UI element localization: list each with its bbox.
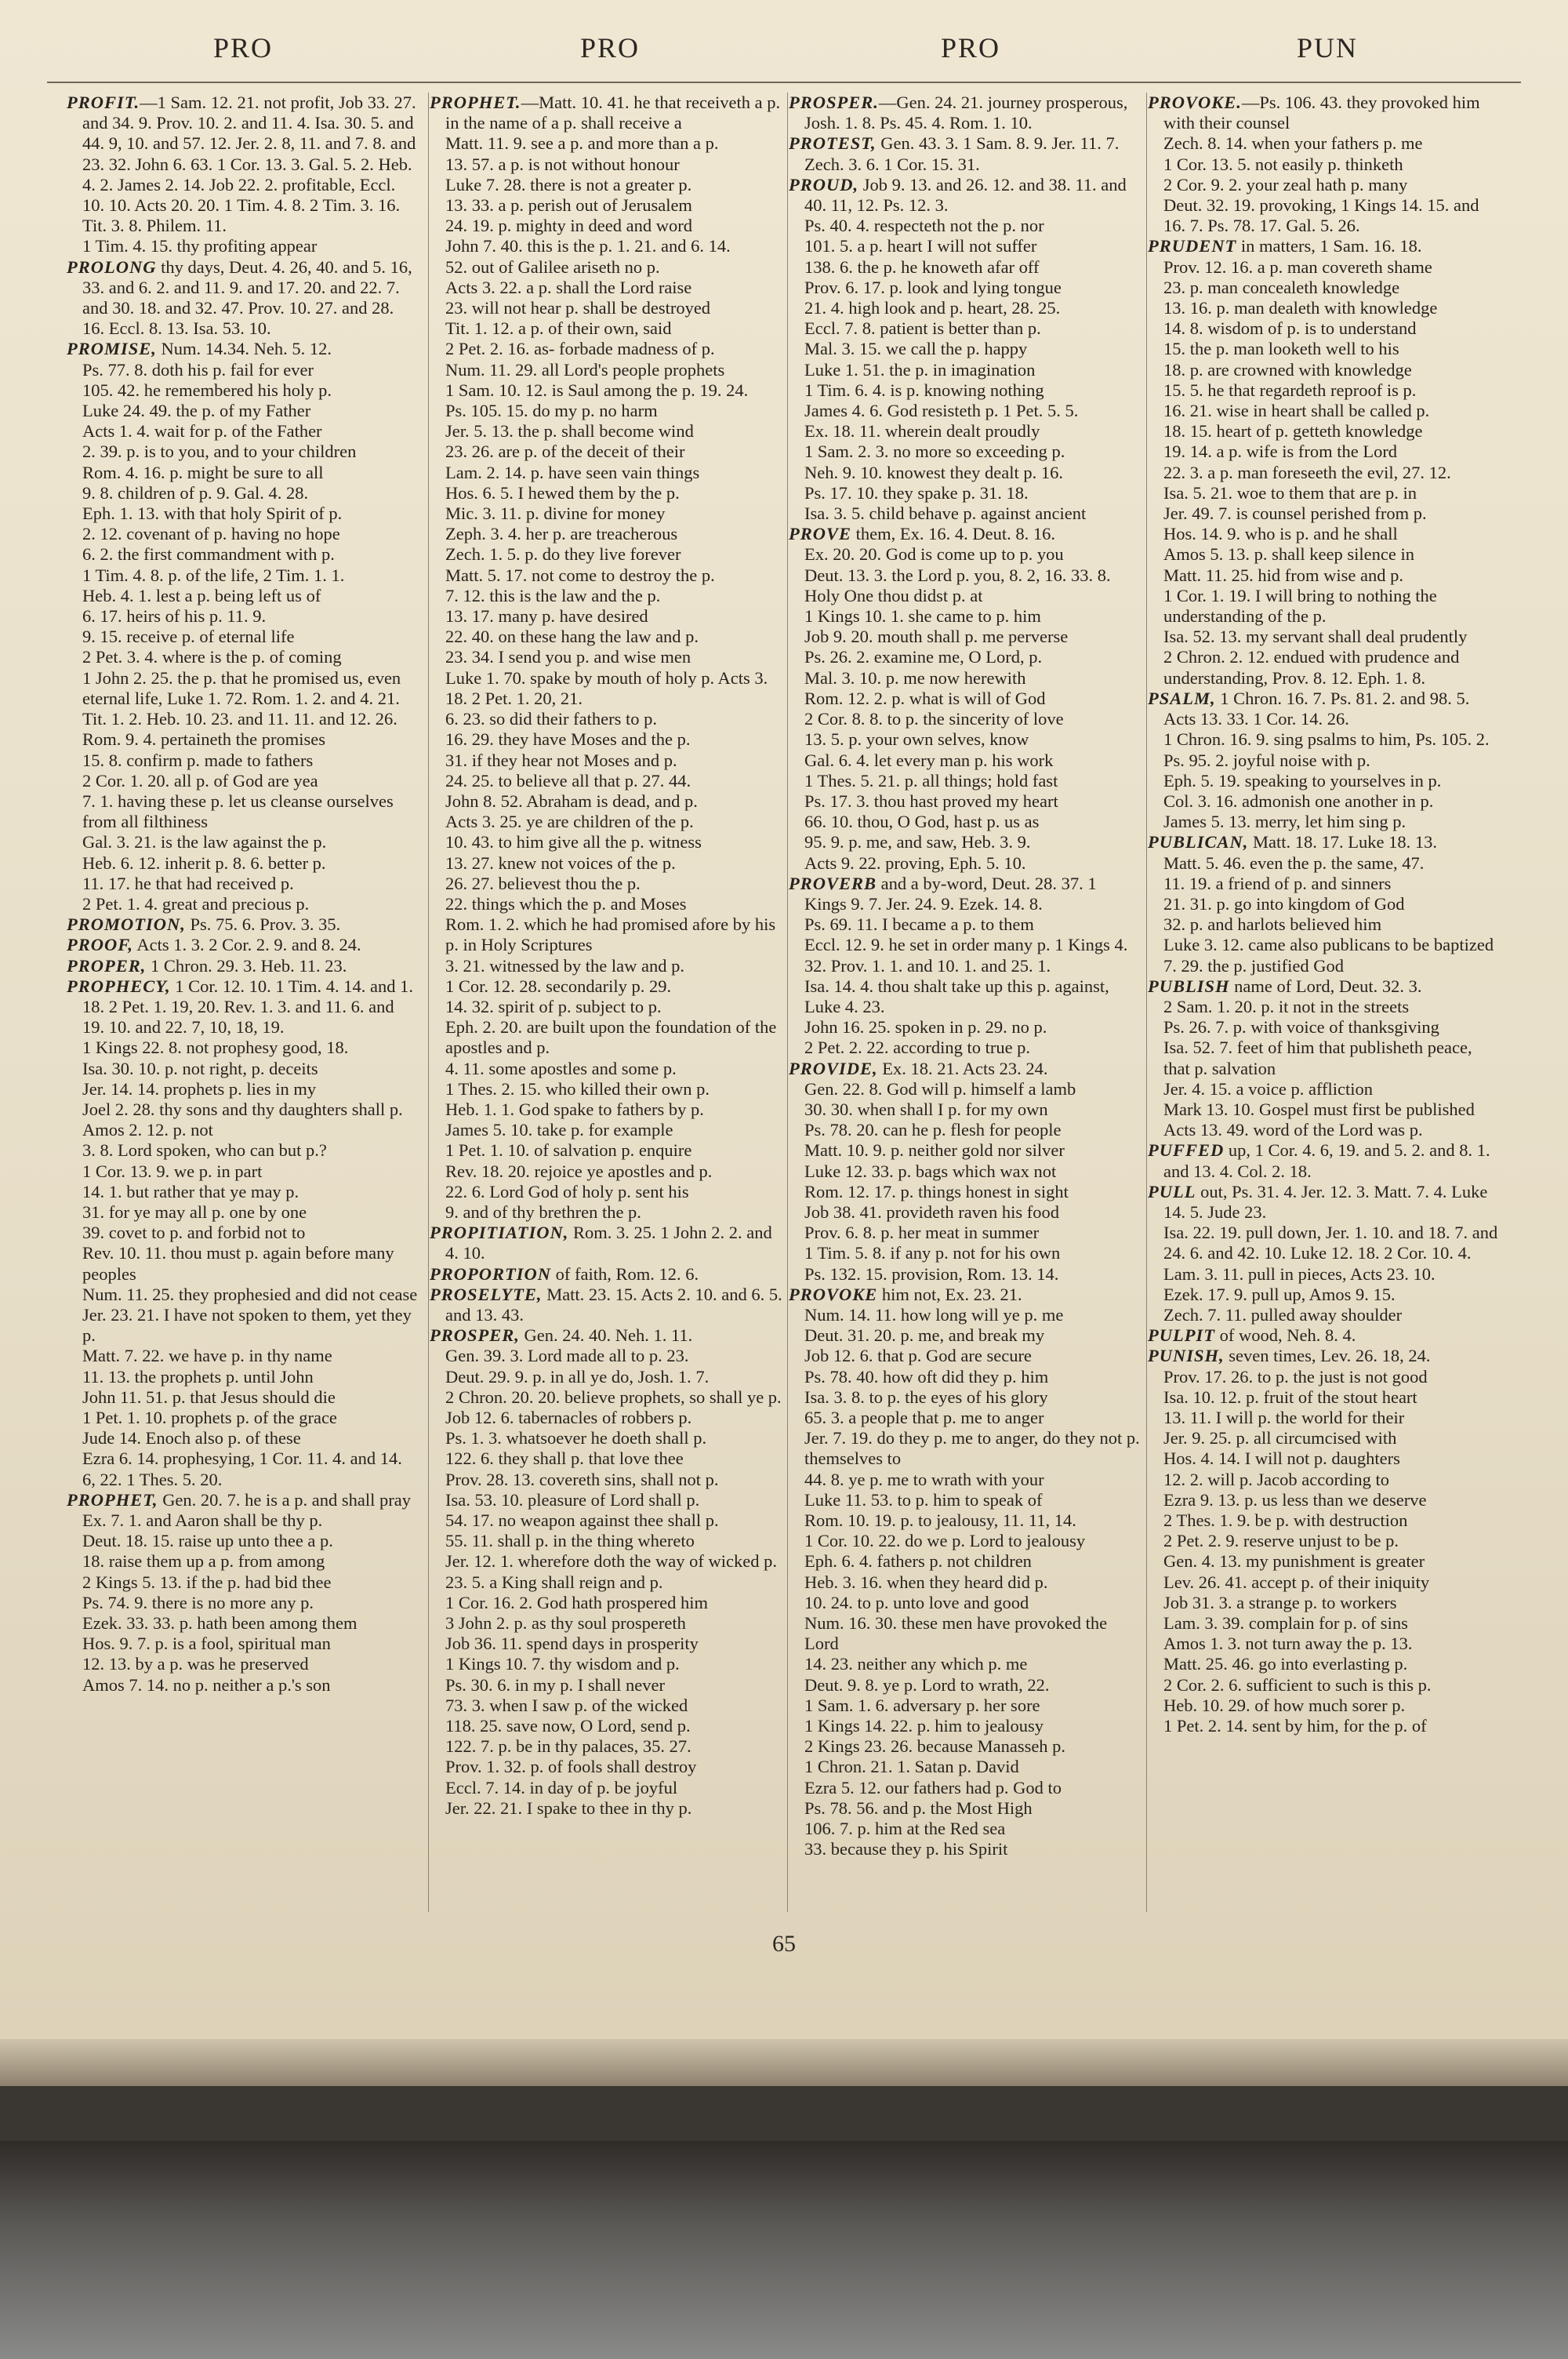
column-divider	[428, 93, 429, 1912]
concordance-entry	[430, 1223, 782, 1263]
running-headers	[0, 31, 1568, 78]
entry-headword: PUBLISH	[1148, 976, 1230, 996]
entry-references: Rom. 3. 25. 1 John 2. 2. and 4. 10.	[445, 1223, 772, 1263]
column-2	[430, 93, 782, 1920]
entry-references: Matt. 18. 17. Luke 18. 13. Matt. 5. 46. even the p. the same, 47. 11. 19. a friend of p. and sinners 21. 31. p. go into kingdom of God 32. p. and harlots believed him Luke 3. 12. came also publicans to be baptized 7. 29. the p. justified God	[1163, 832, 1494, 976]
entry-references: —Matt. 10. 41. he that receiveth a p. in the name of a p. shall receive a Matt. 11. 9. see a p. and more than a p. 13. 57. a p. is not without honour Luke 7. 28. there is not a greater p. 13. 33. a p. perish out of Jerusalem 24. 19. p. mighty in deed and word John 7. 40. this is the p. 1. 21. and 6. 14. 52. out of Galilee ariseth no p. Acts 3. 22. a p. shall the Lord raise 23. will not hear p. shall be destroyed Tit. 1. 12. a p. of their own, said 2 Pet. 2. 16. as- forbade madness of p. Num. 11. 29. all Lord's people prophets 1 Sam. 10. 12. is Saul among the p. 19. 24. Ps. 105. 15. do my p. no harm Jer. 5. 13. the p. shall become wind 23. 26. are p. of the deceit of their Lam. 2. 14. p. have seen vain things Hos. 6. 5. I hewed them by the p. Mic. 3. 11. p. divine for money Zeph. 3. 4. her p. are treacherous Zech. 1. 5. p. do they live forever Matt. 5. 17. not come to destroy the p. 7. 12. this is the law and the p. 13. 17. many p. have desired 22. 40. on these hang the law and p. 23. 34. I send you p. and wise men Luke 1. 70. spake by mouth of holy p. Acts 3. 18. 2 Pet. 1. 20, 21. 6. 23. so did their fathers to p. 16. 29. they have Moses and the p. 31. if they hear not Moses and p. 24. 25. to believe all that p. 27. 44. John 8. 52. Abraham is dead, and p. Acts 3. 25. ye are children of the p. 10. 43. to him give all the p. witness 13. 27. knew not voices of the p. 26. 27. believest thou the p. 22. things which the p. and Moses Rom. 1. 2. which he had promised afore by his p. in Holy Scriptures 3. 21. witnessed by the law and p. 1 Cor. 12. 28. secondarily p. 29. 14. 32. spirit of p. subject to p. Eph. 2. 20. are built upon the foundation of the apostles and p. 4. 11. some apostles and some p. 1 Thes. 2. 15. who killed their own p. Heb. 1. 1. God spake to fathers by p. James 5. 10. take p. for example 1 Pet. 1. 10. of salvation p. enquire Rev. 18. 20. rejoice ye apostles and p. 22. 6. Lord God of holy p. sent his 9. and of thy brethren the p.	[445, 93, 781, 1222]
entry-headword: PROMISE,	[67, 339, 157, 359]
entry-headword: PSALM,	[1148, 688, 1216, 708]
entry-references: Acts 1. 3. 2 Cor. 2. 9. and 8. 24.	[132, 935, 361, 955]
entry-headword: PROVERB	[789, 873, 877, 893]
entry-references: Job 9. 13. and 26. 12. and 38. 11. and 40. 11, 12. Ps. 12. 3. Ps. 40. 4. respecteth not the p. nor 101. 5. a p. heart I will not suffer 138. 6. the p. he knoweth afar off Prov. 6. 17. p. look and lying tongue 21. 4. high look and p. heart, 28. 25. Eccl. 7. 8. patient is better than p. Mal. 3. 15. we call the p. happy Luke 1. 51. the p. in imagination 1 Tim. 6. 4. is p. knowing nothing James 4. 6. God resisteth p. 1 Pet. 5. 5. Ex. 18. 11. wherein dealt proudly 1 Sam. 2. 3. no more so exceeding p. Neh. 9. 10. knowest they dealt p. 16. Ps. 17. 10. they spake p. 31. 18. Isa. 3. 5. child behave p. against ancient	[804, 174, 1127, 524]
entry-headword: PROVIDE,	[789, 1058, 878, 1078]
concordance-entry	[1148, 976, 1501, 1141]
concordance-entry	[430, 1264, 782, 1285]
concordance-entry	[430, 1285, 782, 1325]
entry-headword: PROFIT.	[67, 93, 140, 112]
entry-headword: PUBLICAN,	[1148, 832, 1249, 852]
entry-headword: PROSELYTE,	[430, 1284, 543, 1304]
entry-headword: PROSPER,	[430, 1325, 520, 1346]
page-bottom-edge	[0, 2039, 1568, 2086]
entry-references: Gen. 24. 40. Neh. 1. 11. Gen. 39. 3. Lord made all to p. 23. Deut. 29. 9. p. in all ye do, Josh. 1. 7. 2 Chron. 20. 20. believe prophets, so shall ye p. Job 12. 6. tabernacles of robbers p. Ps. 1. 3. whatsoever he doeth shall p. 122. 6. they shall p. that love thee Prov. 28. 13. covereth sins, shall not p. Isa. 53. 10. pleasure of Lord shall p. 54. 17. no weapon against thee shall p. 55. 11. shall p. in the thing whereto Jer. 12. 1. wherefore doth the way of wicked p. 23. 5. a King shall reign and p. 1 Cor. 16. 2. God hath prospered him 3 John 2. p. as thy soul prospereth Job 36. 11. spend days in prosperity 1 Kings 10. 7. thy wisdom and p. Ps. 30. 6. in my p. I shall never 73. 3. when I saw p. of the wicked 118. 25. save now, O Lord, send p. 122. 7. p. be in thy palaces, 35. 27. Prov. 1. 32. p. of fools shall destroy Eccl. 7. 14. in day of p. be joyful Jer. 22. 21. I spake to thee in thy p.	[445, 1325, 782, 1818]
entry-headword: PROVOKE	[789, 1284, 878, 1304]
concordance-entry	[1148, 1325, 1501, 1346]
entry-headword: PROPHET.	[430, 93, 521, 112]
entry-headword: PROVOKE.	[1148, 93, 1242, 112]
column-3	[789, 93, 1142, 1920]
entry-headword: PULL	[1148, 1181, 1196, 1201]
entry-headword: PROOF,	[67, 935, 133, 955]
entry-references: —Gen. 24. 21. journey prosperous, Josh. 1. 8. Ps. 45. 4. Rom. 1. 10.	[804, 93, 1128, 133]
entry-references: 1 Cor. 12. 10. 1 Tim. 4. 14. and 1. 18. 2 Pet. 1. 19, 20. Rev. 1. 3. and 11. 6. and 19. 10. and 22. 7, 10, 18, 19. 1 Kings 22. 8. not prophesy good, 18. Isa. 30. 10. p. not right, p. deceits Jer. 14. 14. prophets p. lies in my Joel 2. 28. thy sons and thy daughters shall p. Amos 2. 12. p. not 3. 8. Lord spoken, who can but p.? 1 Cor. 13. 9. we p. in part 14. 1. but rather that ye may p. 31. for ye may all p. one by one 39. covet to p. and forbid not to Rev. 10. 11. thou must p. again before many peoples Num. 11. 25. they prophesied and did not cease Jer. 23. 21. I have not spoken to them, yet they p. Matt. 7. 22. we have p. in thy name 11. 13. the prophets p. until John John 11. 51. p. that Jesus should die 1 Pet. 1. 10. prophets p. of the grace Jude 14. Enoch also p. of these Ezra 6. 14. prophesying, 1 Cor. 11. 4. and 14. 6, 22. 1 Thes. 5. 20.	[82, 976, 418, 1489]
entry-references: out, Ps. 31. 4. Jer. 12. 3. Matt. 7. 4. Luke 14. 5. Jude 23. Isa. 22. 19. pull down, Jer. 1. 10. and 18. 7. and 24. 6. and 42. 10. Luke 12. 18. 2 Cor. 10. 4. Lam. 3. 11. pull in pieces, Acts 23. 10. Ezek. 17. 9. pull up, Amos 9. 15. Zech. 7. 11. pulled away shoulder	[1163, 1181, 1498, 1325]
entry-references: 1 Chron. 16. 7. Ps. 81. 2. and 98. 5. Acts 13. 33. 1 Cor. 14. 26. 1 Chron. 16. 9. sing psalms to him, Ps. 105. 2. Ps. 95. 2. joyful noise with p. Eph. 5. 19. speaking to yourselves in p. Col. 3. 16. admonish one another in p. James 5. 13. merry, let him sing p.	[1163, 688, 1490, 832]
concordance-entry	[789, 874, 1142, 1059]
concordance-entry	[1148, 689, 1501, 832]
entry-headword: PROPHECY,	[67, 976, 171, 996]
entry-references: 1 Chron. 29. 3. Heb. 11. 23.	[146, 955, 347, 976]
concordance-entry	[789, 524, 1142, 873]
entry-headword: PROVE	[789, 524, 852, 544]
entry-headword: PROPHET,	[67, 1489, 158, 1510]
entry-references: Ps. 75. 6. Prov. 3. 35.	[185, 914, 341, 935]
column-divider	[787, 93, 788, 1912]
entry-headword: PROTEST,	[789, 133, 877, 154]
concordance-entry	[1148, 1346, 1501, 1736]
entry-references: Gen. 20. 7. he is a p. and shall pray Ex. 7. 1. and Aaron shall be thy p. Deut. 18. 15. raise up unto thee a p. 18. raise them up a p. from among 2 Kings 5. 13. if the p. had bid thee Ps. 74. 9. there is no more any p. Ezek. 33. 33. p. hath been among them Hos. 9. 7. p. is a fool, spiritual man 12. 13. by a p. was he preserved Amos 7. 14. no p. neither a p.'s son	[82, 1489, 411, 1695]
concordance-entry	[789, 93, 1142, 133]
page-number: 65	[772, 1931, 796, 1957]
entry-headword: PROPORTION	[430, 1263, 551, 1284]
entry-references: him not, Ex. 23. 21. Num. 14. 11. how long will ye p. me Deut. 31. 20. p. me, and break my Job 12. 6. that p. God are secure Ps. 78. 40. how oft did they p. him Isa. 3. 8. to p. the eyes of his glory 65. 3. a people that p. me to anger Jer. 7. 19. do they p. me to anger, do they not p. themselves to 44. 8. ye p. me to wrath with your Luke 11. 53. to p. him to speak of Rom. 10. 19. p. to jealousy, 11. 11, 14. 1 Cor. 10. 22. do we p. Lord to jealousy Eph. 6. 4. fathers p. not children Heb. 3. 16. when they heard did p. 10. 24. to p. unto love and good Num. 16. 30. these men have provoked the Lord 14. 23. neither any which p. me Deut. 9. 8. ye p. Lord to wrath, 22. 1 Sam. 1. 6. adversary p. her sore 1 Kings 14. 22. p. him to jealousy 2 Kings 23. 26. because Manasseh p. 1 Chron. 21. 1. Satan p. David Ezra 5. 12. our fathers had p. God to Ps. 78. 56. and p. the Most High 106. 7. p. him at the Red sea 33. because they p. his Spirit	[804, 1284, 1140, 1859]
concordance-entry	[67, 1490, 419, 1696]
concordance-entry	[67, 935, 419, 955]
entry-headword: PULPIT	[1148, 1325, 1215, 1346]
column-1	[67, 93, 419, 1920]
entry-headword: PROSPER.	[789, 93, 879, 112]
surface-below-page	[0, 2141, 1568, 2359]
entry-references: name of Lord, Deut. 32. 3. 2 Sam. 1. 20. p. it not in the streets Ps. 26. 7. p. with voice of thanksgiving Isa. 52. 7. feet of him that publisheth peace, that p. salvation Jer. 4. 15. a voice p. affliction Mark 13. 10. Gospel must first be published Acts 13. 49. word of the Lord was p.	[1163, 976, 1475, 1140]
column-divider	[1146, 93, 1147, 1912]
entry-headword: PROUD,	[789, 174, 859, 194]
concordance-entry	[1148, 1140, 1501, 1181]
entry-references: Matt. 23. 15. Acts 2. 10. and 6. 5. and 13. 43.	[445, 1284, 782, 1325]
entry-references: seven times, Lev. 26. 18, 24. Prov. 17. 26. to p. the just is not good Isa. 10. 12. p. fruit of the stout heart 13. 11. I will p. the world for their Jer. 9. 25. p. all circumcised with Hos. 4. 14. I will not p. daughters 12. 2. will p. Jacob according to Ezra 9. 13. p. us less than we deserve 2 Thes. 1. 9. be p. with destruction 2 Pet. 2. 9. reserve unjust to be p. Gen. 4. 13. my punishment is greater Lev. 26. 41. accept p. of their iniquity Job 31. 3. a strange p. to workers Lam. 3. 39. complain for p. of sins Amos 1. 3. not turn away the p. 13. Matt. 25. 46. go into everlasting p. 2 Cor. 2. 6. sufficient to such is this p. Heb. 10. 29. of how much sorer p. 1 Pet. 2. 14. sent by him, for the p. of	[1163, 1346, 1432, 1736]
entry-references: and a by-word, Deut. 28. 37. 1 Kings 9. 7. Jer. 24. 9. Ezek. 14. 8. Ps. 69. 11. I became a p. to them Eccl. 12. 9. he set in order many p. 1 Kings 4. 32. Prov. 1. 1. and 10. 1. and 25. 1. Isa. 14. 4. thou shalt take up this p. against, Luke 4. 23. John 16. 25. spoken in p. 29. no p. 2 Pet. 2. 22. according to true p.	[804, 873, 1128, 1058]
concordance-entry	[1148, 93, 1501, 236]
concordance-entry	[67, 93, 419, 257]
running-head-3: PRO	[940, 32, 1001, 64]
concordance-entry	[789, 133, 1142, 174]
entry-references: thy days, Deut. 4. 26, 40. and 5. 16, 33. and 6. 2. and 11. 9. and 17. 20. and 22. 7. and 30. 18. and 32. 47. Prov. 10. 27. and 28. 16. Eccl. 8. 13. Isa. 53. 10.	[82, 256, 412, 339]
entry-references: Gen. 43. 3. 1 Sam. 8. 9. Jer. 11. 7. Zech. 3. 6. 1 Cor. 15. 31.	[804, 133, 1120, 174]
running-head-4: PUN	[1296, 32, 1359, 64]
concordance-entry	[1148, 236, 1501, 688]
concordance-entry	[67, 976, 419, 1490]
concordance-entry	[67, 956, 419, 976]
entry-references: in matters, 1 Sam. 16. 18. Prov. 12. 16. a p. man covereth shame 23. p. man concealeth knowledge 13. 16. p. man dealeth with knowledge 14. 8. wisdom of p. is to understand 15. the p. man looketh well to his 18. p. are crowned with knowledge 15. 5. he that regardeth reproof is p. 16. 21. wise in heart shall be called p. 18. 15. heart of p. getteth knowledge 19. 14. a p. wife is from the Lord 22. 3. a p. man foreseeth the evil, 27. 12. Isa. 5. 21. woe to them that are p. in Jer. 49. 7. is counsel perished from p. Hos. 14. 9. who is p. and he shall Amos 5. 13. p. shall keep silence in Matt. 11. 25. hid from wise and p. 1 Cor. 1. 19. I will bring to nothing the understanding of the p. Isa. 52. 13. my servant shall deal prudently 2 Chron. 2. 12. endued with prudence and understanding, Prov. 8. 12. Eph. 1. 8.	[1163, 236, 1468, 688]
concordance-entry	[789, 1059, 1142, 1285]
concordance-entry	[789, 175, 1142, 524]
column-4	[1148, 93, 1501, 1920]
entry-headword: PUFFED	[1148, 1140, 1225, 1161]
concordance-entry	[67, 914, 419, 935]
entry-references: of faith, Rom. 12. 6.	[551, 1263, 699, 1284]
running-head-2: PRO	[579, 32, 641, 64]
entry-headword: PROLONG	[67, 256, 157, 277]
entry-references: up, 1 Cor. 4. 6, 19. and 5. 2. and 8. 1. and 13. 4. Col. 2. 18.	[1163, 1140, 1490, 1181]
entry-headword: PROPITIATION,	[430, 1223, 569, 1243]
concordance-entry	[67, 339, 419, 914]
entry-headword: PROPER,	[67, 955, 147, 976]
entry-headword: PRUDENT	[1148, 236, 1237, 256]
entry-references: them, Ex. 16. 4. Deut. 8. 16. Ex. 20. 20. God is come up to p. you Deut. 13. 3. the Lord p. you, 8. 2, 16. 33. 8. Holy One thou didst p. at 1 Kings 10. 1. she came to p. him Job 9. 20. mouth shall p. me perverse Ps. 26. 2. examine me, O Lord, p. Mal. 3. 10. p. me now herewith Rom. 12. 2. p. what is will of God 2 Cor. 8. 8. to p. the sincerity of love 13. 5. p. your own selves, know Gal. 6. 4. let every man p. his work 1 Thes. 5. 21. p. all things; hold fast Ps. 17. 3. thou hast proved my heart 66. 10. thou, O God, hast p. us as 95. 9. p. me, and saw, Heb. 3. 9. Acts 9. 22. proving, Eph. 5. 10.	[804, 524, 1111, 873]
entry-references: —1 Sam. 12. 21. not profit, Job 33. 27. and 34. 9. Prov. 10. 2. and 11. 4. Isa. 30. 5. and 44. 9, 10. and 57. 12. Jer. 2. 8, 11. and 7. 8. and 23. 32. John 6. 63. 1 Cor. 13. 3. Gal. 5. 2. Heb. 4. 2. James 2. 14. Job 22. 2. profitable, Eccl. 10. 10. Acts 20. 20. 1 Tim. 4. 8. 2 Tim. 3. 16. Tit. 3. 8. Philem. 11. 1 Tim. 4. 15. thy profiting appear	[82, 93, 416, 256]
entry-references: Ex. 18. 21. Acts 23. 24. Gen. 22. 8. God will p. himself a lamb 30. 30. when shall I p. for my own Ps. 78. 20. can he p. flesh for people Matt. 10. 9. p. neither gold nor silver Luke 12. 33. p. bags which wax not Rom. 12. 17. p. things honest in sight Job 38. 41. provideth raven his food Prov. 6. 8. p. her meat in summer 1 Tim. 5. 8. if any p. not for his own Ps. 132. 15. provision, Rom. 13. 14.	[804, 1058, 1076, 1284]
entry-references: Num. 14.34. Neh. 5. 12. Ps. 77. 8. doth his p. fail for ever 105. 42. he remembered his holy p. Luke 24. 49. the p. of my Father Acts 1. 4. wait for p. of the Father 2. 39. p. is to you, and to your children Rom. 4. 16. p. might be sure to all 9. 8. children of p. 9. Gal. 4. 28. Eph. 1. 13. with that holy Spirit of p. 2. 12. covenant of p. having no hope 6. 2. the first commandment with p. 1 Tim. 4. 8. p. of the life, 2 Tim. 1. 1. Heb. 4. 1. lest a p. being left us of 6. 17. heirs of his p. 11. 9. 9. 15. receive p. of eternal life 2 Pet. 3. 4. where is the p. of coming 1 John 2. 25. the p. that he promised us, even eternal life, Luke 1. 72. Rom. 1. 2. and 4. 21. Tit. 1. 2. Heb. 10. 23. and 11. 11. and 12. 26. Rom. 9. 4. pertaineth the promises 15. 8. confirm p. made to fathers 2 Cor. 1. 20. all p. of God are yea 7. 1. having these p. let us cleanse ourselves from all filthiness Gal. 3. 21. is the law against the p. Heb. 6. 12. inherit p. 8. 6. better p. 11. 17. he that had received p. 2 Pet. 1. 4. great and precious p.	[82, 339, 401, 914]
running-head-1: PRO	[212, 32, 274, 64]
concordance-entry	[1148, 832, 1501, 976]
entry-references: —Ps. 106. 43. they provoked him with their counsel Zech. 8. 14. when your fathers p. me 1 Cor. 13. 5. not easily p. thinketh 2 Cor. 9. 2. your zeal hath p. many Deut. 32. 19. provoking, 1 Kings 14. 15. and 16. 7. Ps. 78. 17. Gal. 5. 26.	[1163, 93, 1480, 236]
concordance-entry	[67, 257, 419, 340]
concordance-entry	[789, 1285, 1142, 1860]
concordance-entry	[1148, 1182, 1501, 1325]
entry-headword: PUNISH,	[1148, 1346, 1225, 1366]
concordance-entry	[430, 1325, 782, 1819]
entry-references: of wood, Neh. 8. 4.	[1214, 1325, 1356, 1346]
entry-headword: PROMOTION,	[67, 914, 186, 935]
header-rule	[47, 82, 1521, 83]
concordance-entry	[430, 93, 782, 1223]
